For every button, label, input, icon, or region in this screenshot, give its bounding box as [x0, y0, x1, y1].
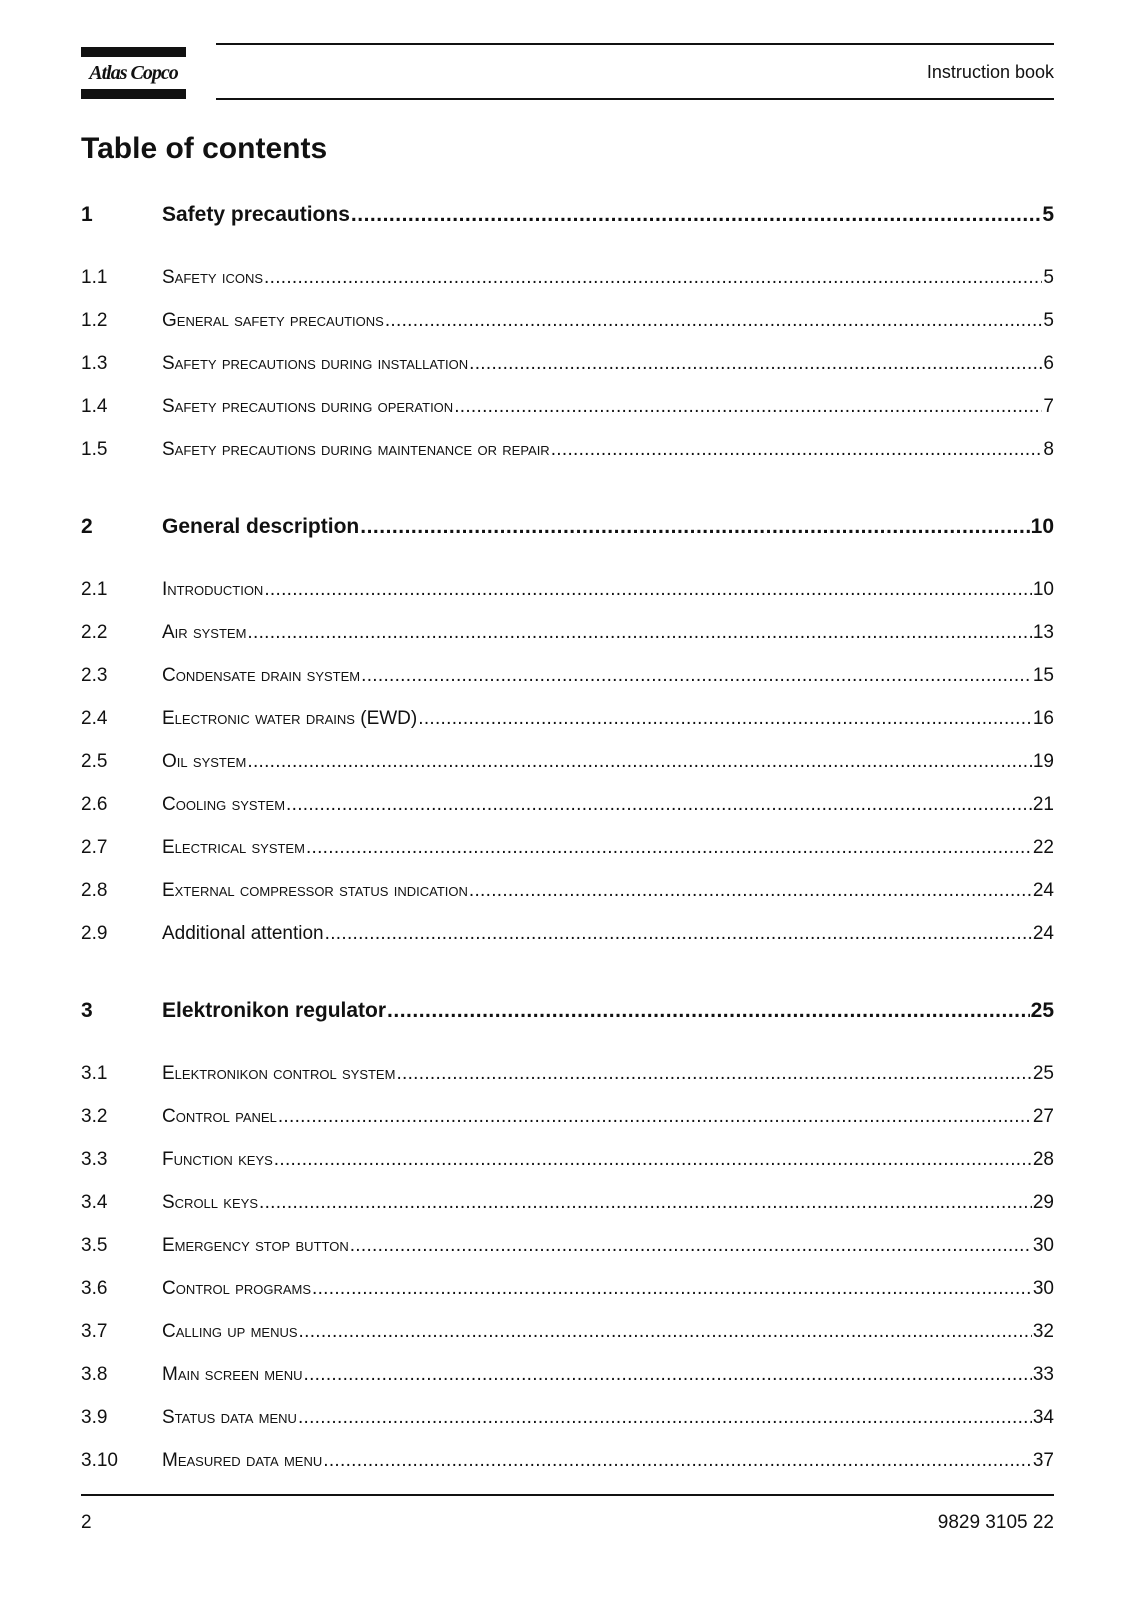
toc-leader-dots — [298, 1407, 1032, 1429]
toc-section-number: 3.4 — [81, 1192, 108, 1213]
toc-page-number: 22 — [1032, 837, 1054, 858]
toc-page-number: 28 — [1032, 1149, 1054, 1170]
toc-section-title: General safety precautions — [162, 310, 384, 331]
toc-section-title: Oil system — [162, 751, 247, 772]
toc-section-3-5[interactable] — [81, 1235, 1054, 1257]
toc-leader-dots — [396, 1063, 1031, 1085]
toc-page-number: 19 — [1032, 751, 1054, 772]
logo-wordmark: Atlas Copco — [89, 62, 178, 84]
toc-page-number: 15 — [1032, 665, 1054, 686]
toc-section-title: Safety precautions during maintenance or repair — [162, 439, 550, 460]
toc-chapter-3[interactable] — [81, 999, 1054, 1023]
toc-section-1-1[interactable] — [81, 267, 1054, 289]
toc-section-title: Scroll keys — [162, 1192, 258, 1213]
toc-section-2-8[interactable] — [81, 880, 1054, 902]
toc-leader-dots — [264, 267, 1042, 289]
logo-bar-top — [81, 47, 186, 57]
toc-leader-dots — [387, 999, 1030, 1023]
toc-section-title: Emergency stop button — [162, 1235, 349, 1256]
toc-chapter-title: Elektronikon regulator — [162, 999, 387, 1022]
toc-leader-dots — [418, 708, 1032, 730]
toc-page-number: 34 — [1032, 1407, 1054, 1428]
toc-section-number: 3.3 — [81, 1149, 108, 1170]
toc-leader-dots — [325, 923, 1032, 945]
toc-page-number: 27 — [1032, 1106, 1054, 1127]
toc-chapter-number: 1 — [81, 203, 93, 226]
toc-section-title: Measured data menu — [162, 1450, 323, 1471]
toc-section-title: Introduction — [162, 579, 264, 600]
footer-rule — [81, 1494, 1054, 1496]
toc-section-number: 3.6 — [81, 1278, 108, 1299]
toc-page-number: 10 — [1032, 579, 1054, 600]
logo-bar-bottom — [81, 89, 186, 99]
toc-section-title: Electrical system — [162, 837, 305, 858]
toc-section-1-3[interactable] — [81, 353, 1054, 375]
toc-section-2-1[interactable] — [81, 579, 1054, 601]
toc-leader-dots — [286, 794, 1032, 816]
toc-section-number: 1.2 — [81, 310, 108, 331]
toc-section-2-4[interactable] — [81, 708, 1054, 730]
toc-page-number: 37 — [1032, 1450, 1054, 1471]
document-type: Instruction book — [926, 62, 1054, 82]
toc-section-2-2[interactable] — [81, 622, 1054, 644]
page-title: Table of contents — [81, 132, 328, 165]
toc-section-number: 2.5 — [81, 751, 108, 772]
toc-section-3-1[interactable] — [81, 1063, 1054, 1085]
toc-chapter-2[interactable] — [81, 515, 1054, 539]
toc-section-1-5[interactable] — [81, 439, 1054, 461]
toc-section-2-9[interactable] — [81, 923, 1054, 945]
toc-section-number: 3.9 — [81, 1407, 108, 1428]
toc-section-number: 2.1 — [81, 579, 108, 600]
toc-section-number: 3.10 — [81, 1450, 118, 1471]
toc-leader-dots — [312, 1278, 1032, 1300]
toc-leader-dots — [304, 1364, 1032, 1386]
toc-page-number: 25 — [1030, 999, 1054, 1022]
toc-section-title: Condensate drain system — [162, 665, 361, 686]
toc-leader-dots — [551, 439, 1043, 461]
header-rule-top — [216, 43, 1054, 45]
toc-leader-dots — [454, 396, 1042, 418]
toc-leader-dots — [360, 515, 1029, 539]
toc-page-number: 33 — [1032, 1364, 1054, 1385]
toc-section-3-10[interactable] — [81, 1450, 1054, 1472]
toc-section-3-3[interactable] — [81, 1149, 1054, 1171]
toc-leader-dots — [247, 622, 1031, 644]
toc-section-number: 3.1 — [81, 1063, 108, 1084]
toc-section-3-9[interactable] — [81, 1407, 1054, 1429]
toc-page-number: 30 — [1032, 1235, 1054, 1256]
toc-section-title: External compressor status indication — [162, 880, 468, 901]
toc-section-1-4[interactable] — [81, 396, 1054, 418]
toc-section-number: 2.8 — [81, 880, 108, 901]
toc-section-3-4[interactable] — [81, 1192, 1054, 1214]
toc-section-3-6[interactable] — [81, 1278, 1054, 1300]
toc-leader-dots — [264, 579, 1032, 601]
toc-section-number: 2.4 — [81, 708, 108, 729]
toc-section-number: 1.1 — [81, 267, 108, 288]
toc-chapter-number: 2 — [81, 515, 93, 538]
toc-leader-dots — [385, 310, 1043, 332]
toc-leader-dots — [259, 1192, 1032, 1214]
toc-section-number: 2.7 — [81, 837, 108, 858]
toc-section-number: 3.5 — [81, 1235, 108, 1256]
toc-leader-dots — [278, 1106, 1032, 1128]
toc-chapter-title: Safety precautions — [162, 203, 350, 226]
toc-page-number: 6 — [1043, 353, 1054, 374]
toc-section-3-2[interactable] — [81, 1106, 1054, 1128]
toc-section-number: 3.2 — [81, 1106, 108, 1127]
toc-page-number: 16 — [1032, 708, 1054, 729]
toc-page-number: 13 — [1032, 622, 1054, 643]
toc-page-number: 32 — [1032, 1321, 1054, 1342]
toc-section-title: Calling up menus — [162, 1321, 298, 1342]
toc-leader-dots — [299, 1321, 1032, 1343]
atlas-copco-logo — [81, 47, 186, 99]
toc-leader-dots — [350, 1235, 1032, 1257]
toc-page-number: 25 — [1032, 1063, 1054, 1084]
toc-section-number: 1.3 — [81, 353, 108, 374]
header-rule-bottom — [216, 98, 1054, 100]
toc-page-number: 5 — [1042, 203, 1054, 226]
footer-document-number: 9829 3105 22 — [937, 1512, 1054, 1533]
toc-page-number: 5 — [1043, 310, 1054, 331]
toc-page-number: 8 — [1043, 439, 1054, 460]
toc-section-number: 2.3 — [81, 665, 108, 686]
toc-section-title: Electronic water drains (EWD) — [162, 708, 418, 729]
toc-page-number: 21 — [1032, 794, 1054, 815]
toc-section-1-2[interactable] — [81, 310, 1054, 332]
toc-section-title: Control panel — [162, 1106, 277, 1127]
toc-section-number: 1.5 — [81, 439, 108, 460]
toc-leader-dots — [274, 1149, 1032, 1171]
toc-page-number: 30 — [1032, 1278, 1054, 1299]
toc-page-number: 10 — [1030, 515, 1054, 538]
toc-section-3-8[interactable] — [81, 1364, 1054, 1386]
toc-section-2-7[interactable] — [81, 837, 1054, 859]
toc-section-number: 3.7 — [81, 1321, 108, 1342]
toc-section-number: 2.9 — [81, 923, 108, 944]
toc-section-number: 2.2 — [81, 622, 108, 643]
toc-section-3-7[interactable] — [81, 1321, 1054, 1343]
toc-section-title: Cooling system — [162, 794, 286, 815]
toc-section-title: Safety precautions during operation — [162, 396, 454, 417]
toc-section-number: 3.8 — [81, 1364, 108, 1385]
toc-leader-dots — [323, 1450, 1032, 1472]
toc-chapter-title: General description — [162, 515, 360, 538]
toc-section-2-6[interactable] — [81, 794, 1054, 816]
toc-leader-dots — [247, 751, 1032, 773]
toc-leader-dots — [469, 353, 1042, 375]
toc-section-title: Air system — [162, 622, 247, 643]
toc-section-title: Safety precautions during installation — [162, 353, 469, 374]
toc-section-title: Control programs — [162, 1278, 312, 1299]
toc-section-title: Function keys — [162, 1149, 273, 1170]
toc-page-number: 29 — [1032, 1192, 1054, 1213]
toc-leader-dots — [469, 880, 1032, 902]
toc-leader-dots — [306, 837, 1032, 859]
toc-leader-dots — [351, 203, 1041, 227]
toc-section-number: 1.4 — [81, 396, 108, 417]
toc-page-number: 24 — [1032, 923, 1054, 944]
toc-section-title: Main screen menu — [162, 1364, 303, 1385]
toc-section-title: Elektronikon control system — [162, 1063, 396, 1084]
toc-page-number: 24 — [1032, 880, 1054, 901]
toc-section-2-3[interactable] — [81, 665, 1054, 687]
toc-leader-dots — [361, 665, 1032, 687]
toc-section-title: Additional attention — [162, 923, 324, 944]
toc-section-title: Safety icons — [162, 267, 264, 288]
toc-page-number: 5 — [1043, 267, 1054, 288]
toc-section-title: Status data menu — [162, 1407, 297, 1428]
toc-page-number: 7 — [1043, 396, 1054, 417]
toc-section-number: 2.6 — [81, 794, 108, 815]
toc-chapter-1[interactable] — [81, 203, 1054, 227]
toc-section-2-5[interactable] — [81, 751, 1054, 773]
footer-page-number: 2 — [81, 1512, 92, 1533]
toc-chapter-number: 3 — [81, 999, 93, 1022]
